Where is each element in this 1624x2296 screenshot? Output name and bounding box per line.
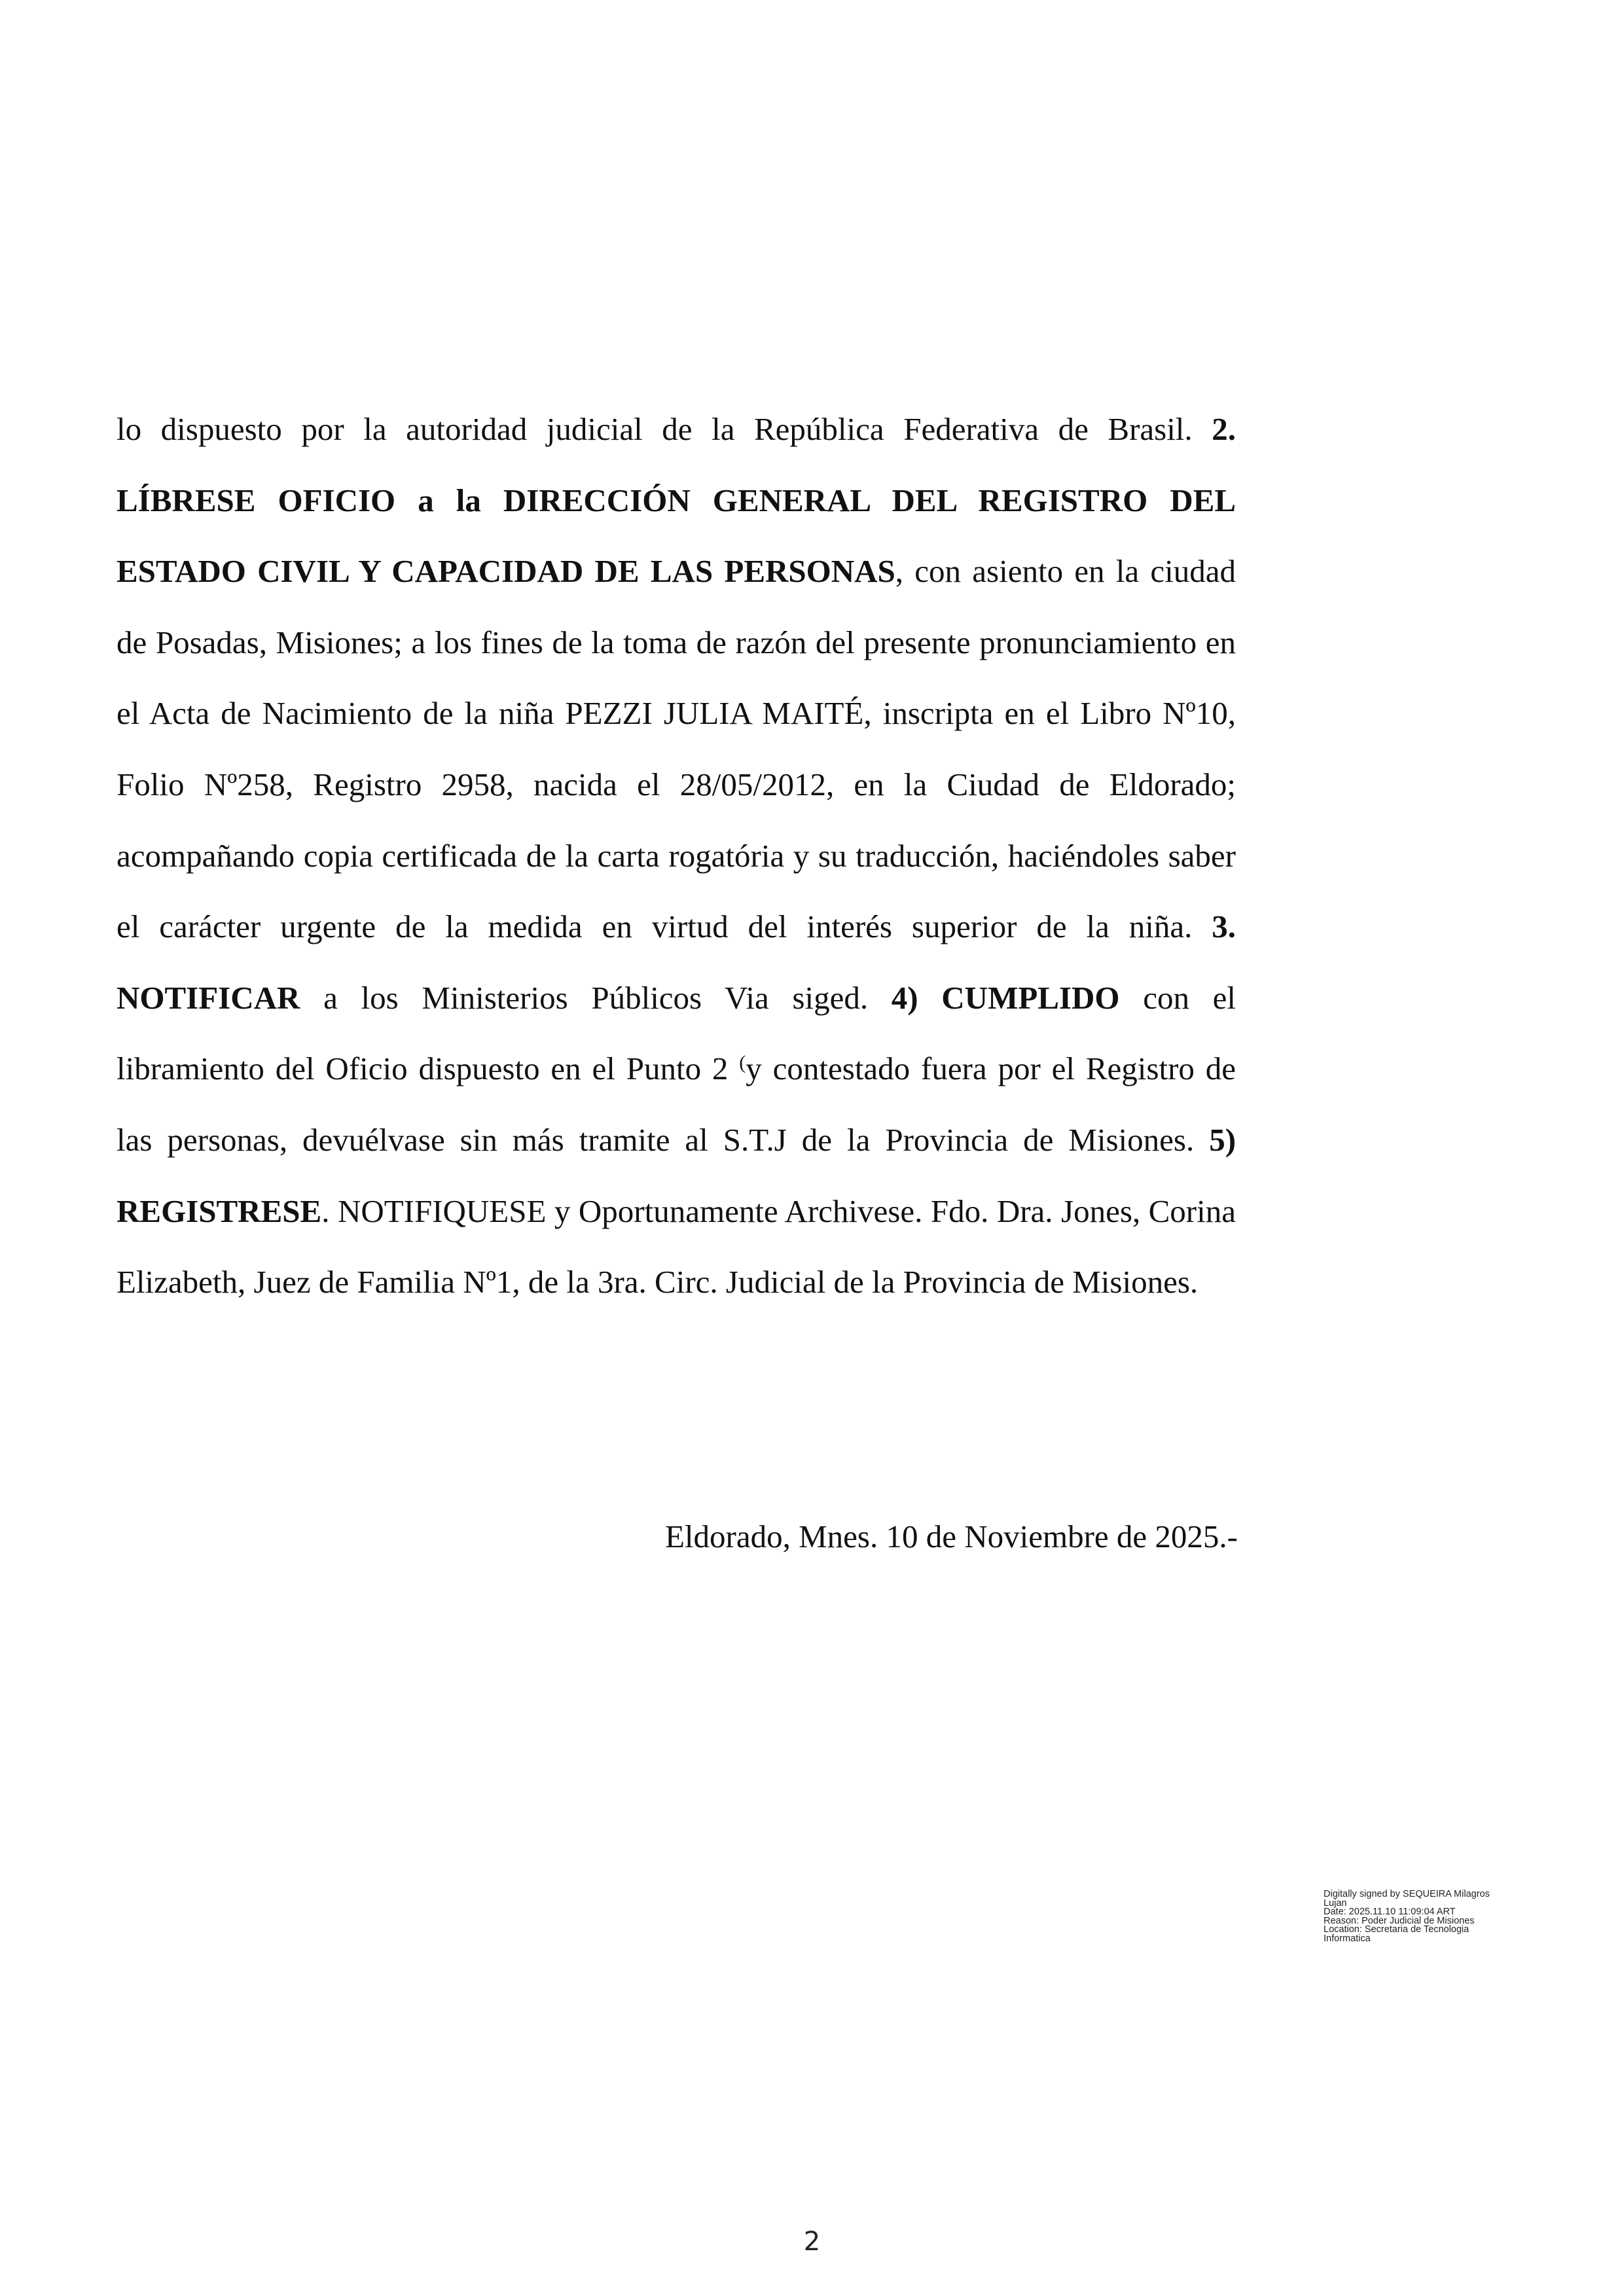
signature-line: Location: Secretaria de Tecnologia — [1324, 1924, 1470, 1935]
order-item-2-heading: 2. LÍBRESE OFICIO a la DIRECCIÓN GENERAL DEL REGISTRO DEL ESTADO CIVIL Y CAPACIDAD DE LAS PERSONAS — [117, 411, 1236, 590]
order-item-5-heading: 5) REGISTRESE — [117, 1121, 1236, 1229]
digital-signature-block — [1324, 1890, 1533, 1944]
resolution-body — [117, 394, 1236, 1318]
body-sentence: con el libramiento del Oficio dispuesto en el Punto 2 — [117, 979, 1236, 1087]
body-sentence: . NOTIFIQUESE y Oportunamente Archivese. Fdo. Dra. Jones, Corina Elizabeth, Juez de Familia Nº1, de la 3ra. Circ. Judicial de la Provincia de Misiones. — [117, 1193, 1236, 1300]
signature-line: Digitally signed by SEQUEIRA Milagros — [1324, 1889, 1490, 1899]
body-sentence: y contestado fuera por el Registro de las personas, devuélvase sin más tramite al S.T.J de la Provincia de Misiones. — [117, 1050, 1236, 1158]
superscript-mark: ( — [739, 1052, 746, 1074]
page-number: 2 — [803, 2227, 821, 2257]
signature-line: Informatica — [1324, 1933, 1371, 1944]
signature-line: Date: 2025.11.10 11:09:04 ART — [1324, 1907, 1456, 1918]
body-sentence: , con asiento en la ciudad de Posadas, Misiones; a los fines de la toma de razón del presente pronunciamiento en el Acta de Nacimiento de la niña PEZZI JULIA MAITÉ, inscripta en el Libro Nº10, Folio Nº258, Registro 2958, nacida el 28/05/2012, en la Ciudad de Eldorado; acompañando copia certificada de la carta rogatória y su traducción, haciéndoles saber el carácter urgente de la medida en virtud del interés superior de la niña. — [117, 553, 1236, 945]
signature-line: Lujan — [1324, 1897, 1347, 1909]
place-and-date: Eldorado, Mnes. 10 de Noviembre de 2025.- — [665, 1518, 1238, 1554]
body-sentence: a los Ministerios Públicos Via siged. — [323, 979, 869, 1016]
body-sentence: lo dispuesto por la autoridad judicial de la República Federativa de Brasil. — [117, 411, 1193, 447]
signature-line: Reason: Poder Judicial de Misiones — [1324, 1915, 1475, 1926]
order-item-3-heading: 3. NOTIFICAR — [117, 908, 1236, 1016]
order-item-4-heading: 4) CUMPLIDO — [891, 979, 1120, 1016]
